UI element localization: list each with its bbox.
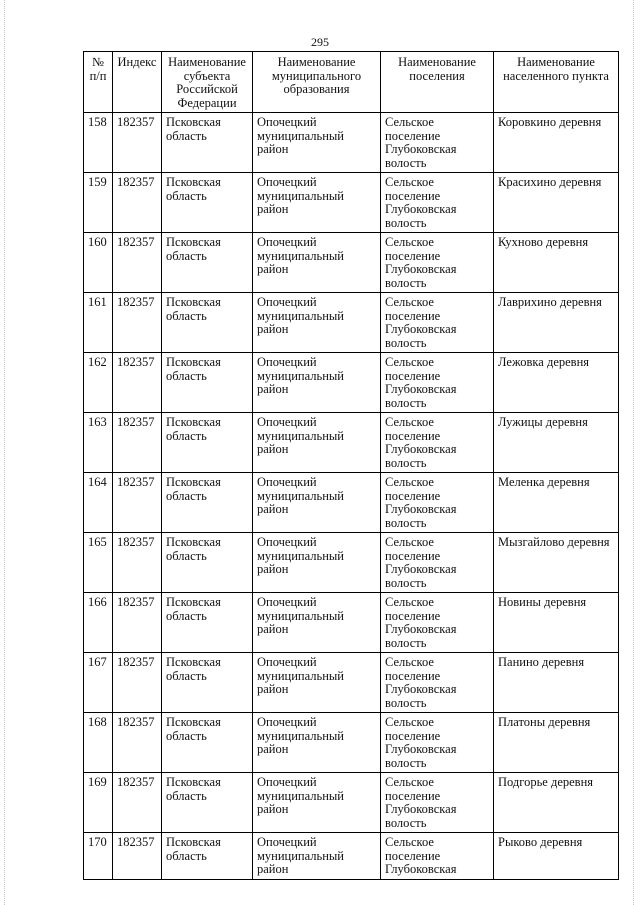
cell-settlement: Сельское поселение Глубоковская волость: [381, 773, 494, 833]
cell-locality: Меленка деревня: [494, 473, 619, 533]
cell-subject: Псковская область: [162, 533, 253, 593]
cell-municipality: Опочецкий муниципальный район: [253, 833, 381, 880]
cell-municipality: Опочецкий муниципальный район: [253, 233, 381, 293]
cell-index: 182357: [113, 113, 162, 173]
cell-number: 162: [84, 353, 113, 413]
table-header: [84, 52, 619, 113]
cell-subject: Псковская область: [162, 593, 253, 653]
header-settlement: Наименование поселения: [381, 52, 494, 113]
cell-index: 182357: [113, 353, 162, 413]
table-row: [84, 113, 619, 173]
table-row: [84, 413, 619, 473]
header-municipality: Наименование муниципального образования: [253, 52, 381, 113]
table-row: [84, 713, 619, 773]
cell-municipality: Опочецкий муниципальный район: [253, 713, 381, 773]
cell-subject: Псковская область: [162, 173, 253, 233]
cell-number: 163: [84, 413, 113, 473]
cell-settlement: Сельское поселение Глубоковская волость: [381, 593, 494, 653]
table-row: [84, 773, 619, 833]
cell-locality: Панино деревня: [494, 653, 619, 713]
cell-index: 182357: [113, 233, 162, 293]
cell-locality: Подгорье деревня: [494, 773, 619, 833]
cell-settlement: Сельское поселение Глубоковская волость: [381, 653, 494, 713]
cell-locality: Кухново деревня: [494, 233, 619, 293]
cell-settlement: Сельское поселение Глубоковская волость: [381, 293, 494, 353]
cell-municipality: Опочецкий муниципальный район: [253, 533, 381, 593]
cell-municipality: Опочецкий муниципальный район: [253, 413, 381, 473]
cell-number: 160: [84, 233, 113, 293]
cell-subject: Псковская область: [162, 293, 253, 353]
cell-settlement: Сельское поселение Глубоковская волость: [381, 473, 494, 533]
locality-registry-table: [83, 51, 619, 880]
cell-subject: Псковская область: [162, 653, 253, 713]
cell-locality: Коровкино деревня: [494, 113, 619, 173]
cell-number: 169: [84, 773, 113, 833]
cell-subject: Псковская область: [162, 353, 253, 413]
table-row: [84, 653, 619, 713]
page-number: 295: [311, 35, 329, 49]
header-locality: Наименование населенного пункта: [494, 52, 619, 113]
header-number: № п/п: [84, 52, 113, 113]
cell-index: 182357: [113, 653, 162, 713]
cell-number: 158: [84, 113, 113, 173]
cell-locality: Красихино деревня: [494, 173, 619, 233]
cell-number: 167: [84, 653, 113, 713]
cell-number: 170: [84, 833, 113, 880]
cell-number: 161: [84, 293, 113, 353]
header-index: Индекс: [113, 52, 162, 113]
scan-edge-left: [4, 0, 5, 905]
cell-settlement: Сельское поселение Глубоковская волость: [381, 113, 494, 173]
cell-index: 182357: [113, 773, 162, 833]
cell-index: 182357: [113, 473, 162, 533]
cell-subject: Псковская область: [162, 413, 253, 473]
table-row: [84, 293, 619, 353]
table-row: [84, 833, 619, 880]
cell-locality: Платоны деревня: [494, 713, 619, 773]
header-row: [84, 52, 619, 113]
cell-locality: Мызгайлово деревня: [494, 533, 619, 593]
table-body: [84, 113, 619, 880]
cell-settlement: Сельское поселение Глубоковская волость: [381, 173, 494, 233]
table-row: [84, 233, 619, 293]
cell-subject: Псковская область: [162, 713, 253, 773]
table-row: [84, 473, 619, 533]
table-row: [84, 173, 619, 233]
cell-index: 182357: [113, 413, 162, 473]
cell-subject: Псковская область: [162, 833, 253, 880]
cell-municipality: Опочецкий муниципальный район: [253, 473, 381, 533]
cell-number: 166: [84, 593, 113, 653]
cell-settlement: Сельское поселение Глубоковская волость: [381, 233, 494, 293]
cell-index: 182357: [113, 593, 162, 653]
cell-locality: Рыково деревня: [494, 833, 619, 880]
table-row: [84, 353, 619, 413]
cell-settlement: Сельское поселение Глубоковская волость: [381, 353, 494, 413]
table-row: [84, 533, 619, 593]
cell-locality: Лужицы деревня: [494, 413, 619, 473]
cell-subject: Псковская область: [162, 113, 253, 173]
cell-number: 165: [84, 533, 113, 593]
cell-number: 164: [84, 473, 113, 533]
cell-number: 168: [84, 713, 113, 773]
cell-settlement: Сельское поселение Глубоковская: [381, 833, 494, 880]
cell-municipality: Опочецкий муниципальный район: [253, 293, 381, 353]
cell-locality: Лежовка деревня: [494, 353, 619, 413]
cell-index: 182357: [113, 713, 162, 773]
cell-subject: Псковская область: [162, 473, 253, 533]
cell-settlement: Сельское поселение Глубоковская волость: [381, 413, 494, 473]
scan-edge-right: [633, 0, 634, 905]
cell-index: 182357: [113, 293, 162, 353]
cell-subject: Псковская область: [162, 233, 253, 293]
cell-index: 182357: [113, 173, 162, 233]
table-row: [84, 593, 619, 653]
cell-settlement: Сельское поселение Глубоковская волость: [381, 713, 494, 773]
cell-municipality: Опочецкий муниципальный район: [253, 113, 381, 173]
cell-municipality: Опочецкий муниципальный район: [253, 353, 381, 413]
cell-settlement: Сельское поселение Глубоковская волость: [381, 533, 494, 593]
cell-municipality: Опочецкий муниципальный район: [253, 593, 381, 653]
cell-subject: Псковская область: [162, 773, 253, 833]
cell-municipality: Опочецкий муниципальный район: [253, 773, 381, 833]
cell-municipality: Опочецкий муниципальный район: [253, 653, 381, 713]
cell-locality: Лаврихино деревня: [494, 293, 619, 353]
cell-number: 159: [84, 173, 113, 233]
cell-municipality: Опочецкий муниципальный район: [253, 173, 381, 233]
header-subject: Наименование субъекта Российской Федерации: [162, 52, 253, 113]
cell-locality: Новины деревня: [494, 593, 619, 653]
cell-index: 182357: [113, 833, 162, 880]
cell-index: 182357: [113, 533, 162, 593]
